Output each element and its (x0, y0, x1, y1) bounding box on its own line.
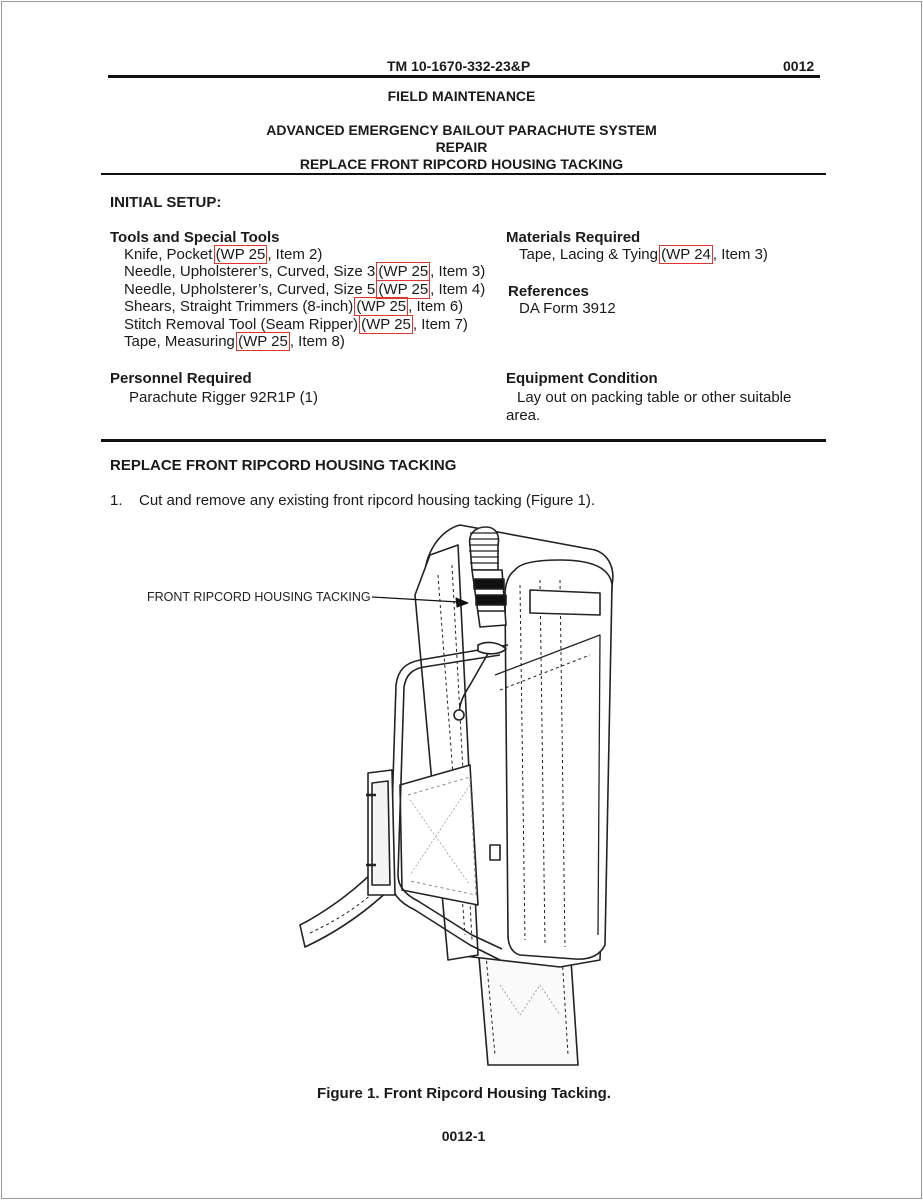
task-type: REPAIR (435, 139, 488, 155)
figure-caption: Figure 1. Front Ripcord Housing Tacking. (317, 1085, 611, 1102)
material-item: Tape, Lacing & Tying (WP 24 , Item 3) (519, 246, 768, 263)
system-title: ADVANCED EMERGENCY BAILOUT PARACHUTE SYSTEM (266, 122, 657, 138)
page-number: 0012-1 (441, 1128, 486, 1144)
figure-illustration (0, 515, 923, 1075)
wp-link[interactable]: (WP 25 (378, 263, 429, 280)
wp-link[interactable]: (WP 24 (661, 246, 711, 263)
wp-link[interactable]: (WP 25 (238, 333, 288, 350)
title-rule (101, 173, 826, 175)
wp-number: 0012 (783, 58, 815, 74)
step-text: Cut and remove any existing front ripcord housing tacking (Figure 1). (139, 492, 596, 509)
task-title: REPLACE FRONT RIPCORD HOUSING TACKING (299, 156, 624, 172)
reference-item: DA Form 3912 (519, 300, 616, 317)
tool-item: Shears, Straight Trimmers (8-inch) (WP 25 , Item 6) (124, 298, 464, 315)
header-rule (108, 75, 820, 78)
tool-item: Needle, Upholsterer’s, Curved, Size 3 (WP 25 , Item 3) (124, 263, 486, 280)
setup-rule (101, 439, 826, 442)
section-title: FIELD MAINTENANCE (387, 88, 536, 104)
procedure-heading: REPLACE FRONT RIPCORD HOUSING TACKING (110, 457, 457, 474)
tool-item: Stitch Removal Tool (Seam Ripper) (WP 25 , Item 7) (124, 316, 468, 333)
references-heading: References (508, 283, 589, 300)
callout-label: FRONT RIPCORD HOUSING TACKING (147, 590, 371, 604)
wp-link[interactable]: (WP 25 (361, 316, 411, 333)
wp-link[interactable]: (WP 25 (215, 246, 266, 263)
materials-heading: Materials Required (506, 229, 641, 246)
tools-heading: Tools and Special Tools (110, 229, 280, 246)
tool-item: Knife, Pocket (WP 25 , Item 2) (124, 246, 323, 263)
wp-link[interactable]: (WP 25 (356, 298, 407, 315)
tool-item: Tape, Measuring (WP 25 , Item 8) (124, 333, 345, 350)
tool-item: Needle, Upholsterer’s, Curved, Size 5 (WP 25 , Item 4) (124, 281, 486, 298)
step-number: 1. (110, 492, 123, 509)
personnel-item: Parachute Rigger 92R1P (1) (129, 389, 318, 406)
initial-setup-heading: INITIAL SETUP: (110, 194, 222, 211)
wp-link[interactable]: (WP 25 (378, 281, 429, 298)
equipment-line: area. (506, 407, 541, 424)
doc-number: TM 10-1670-332-23&P (387, 58, 531, 74)
personnel-heading: Personnel Required (110, 370, 252, 387)
equipment-heading: Equipment Condition (506, 370, 658, 387)
equipment-line: Lay out on packing table or other suitable (517, 389, 792, 406)
